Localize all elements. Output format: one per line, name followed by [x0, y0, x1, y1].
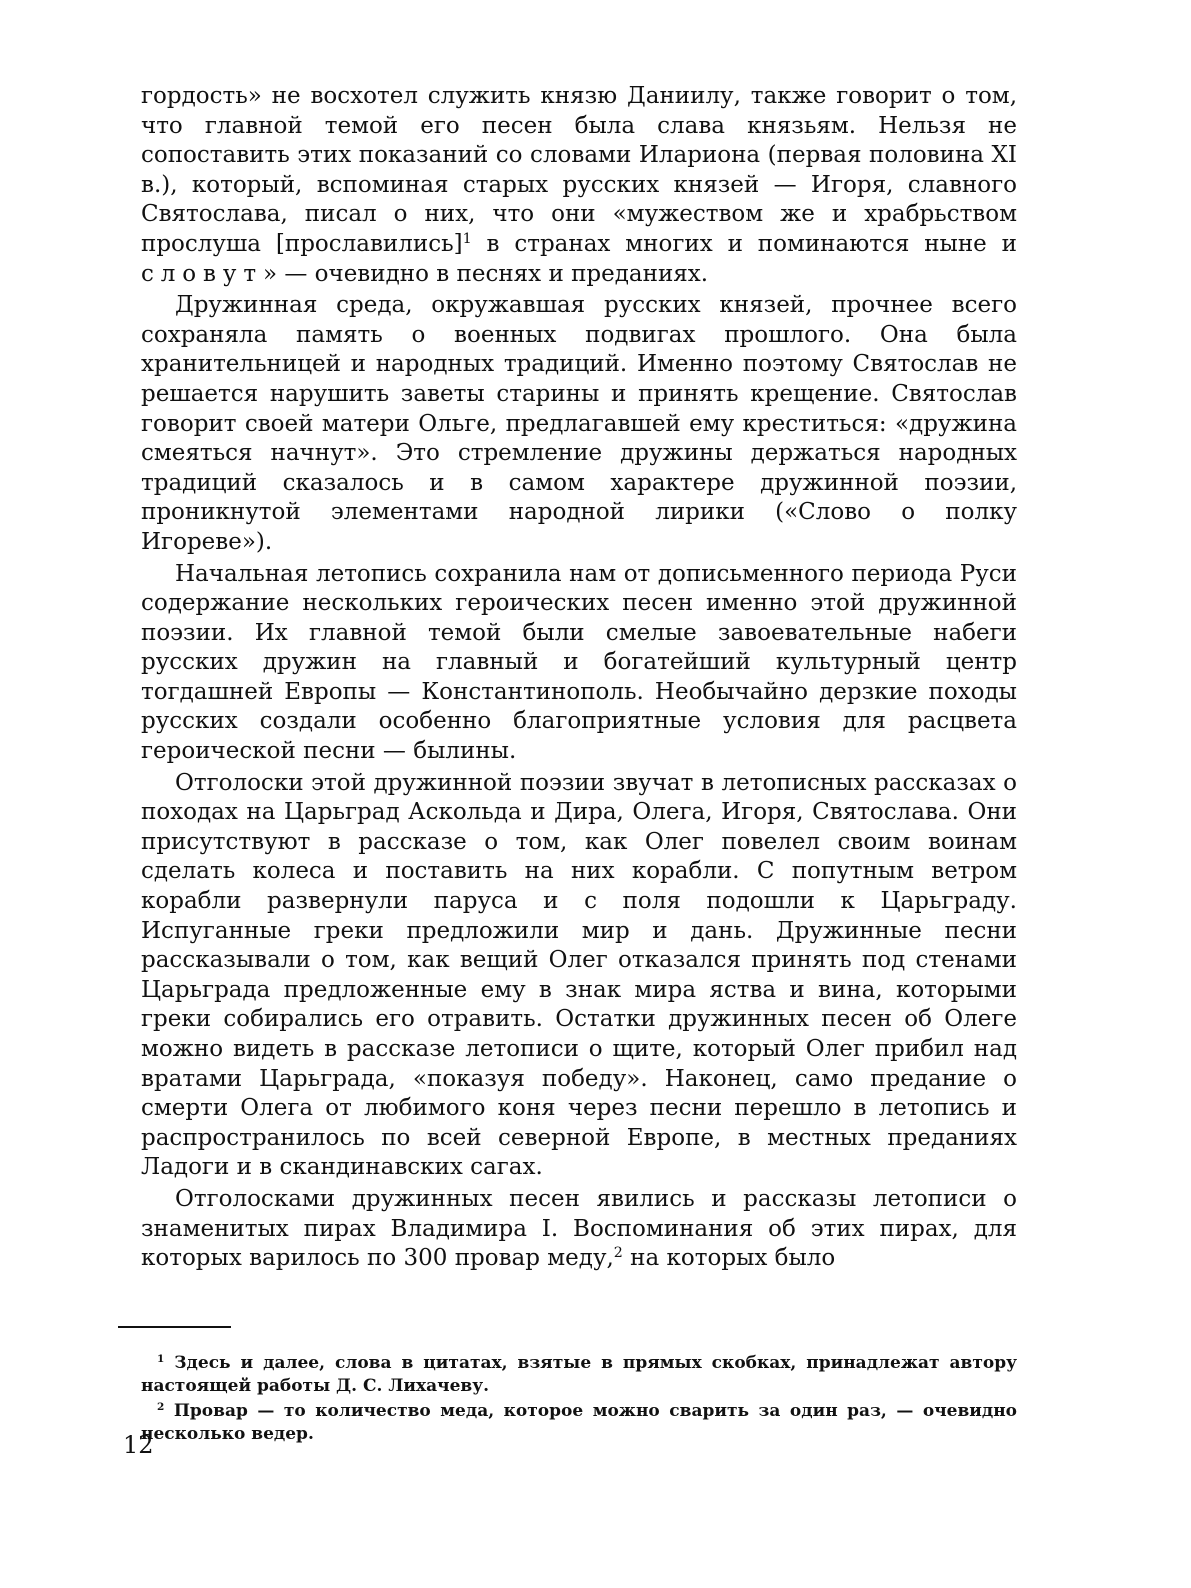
paragraph-1-text-cont: в странах многих и поминаются ныне и: [471, 230, 1017, 257]
paragraph-1-text-end: » — очевидно в песнях и преданиях.: [262, 260, 709, 287]
footnote-2-text: Провар — то количество меда, которое можно сварить за один раз, — очевидно несколько ведер.: [141, 1401, 1017, 1444]
footnotes: [141, 1352, 1017, 1446]
footnote-divider: [118, 1326, 231, 1328]
page-number: 12: [123, 1431, 154, 1459]
spaced-word: словут: [141, 260, 263, 287]
paragraph-3: Начальная летопись сохранила нам от дописьменного периода Руси содержание нескольких героических песен именно этой дружинной поэзии. Их главной темой были смелые завоевательные набеги русских дружин на главный и богатейший культурный центр тогдашней Европы — Константинополь. Необычайно дерзкие походы русских создали особенно благоприятные условия для расцвета героической песни — былины.: [141, 560, 1017, 765]
footnote-1: [141, 1352, 1017, 1398]
footnote-1-text: Здесь и далее, слова в цитатах, взятые в прямых скобках, принадлежат автору настоящей работы Д. С. Лихачеву.: [141, 1353, 1017, 1396]
footnote-ref-2: 2: [613, 1245, 623, 1262]
paragraph-5-text: Отголосками дружинных песен явились и рассказы летописи о знаменитых пирах Владимира I. Воспоминания об этих пирах, для которых варилось по 300 провар меду,: [141, 1185, 1017, 1272]
body-text: [141, 82, 1017, 1274]
paragraph-1-text: гордость» не восхотел служить князю Даниилу, также говорит о том, что главной темой его песен была слава князьям. Нельзя не сопоставить этих показаний со словами Илариона (первая половина XI в.), который, вспоминая старых русских князей — Игоря, славного Святослава, писал о них, что они «мужеством же и храбрьством прослуша [прославились]: [141, 83, 1017, 257]
paragraph-5-text-end: на которых было: [622, 1245, 836, 1272]
footnote-2: [141, 1400, 1017, 1446]
paragraph-4: Отголоски этой дружинной поэзии звучат в летописных рассказах о походах на Царьград Аскольда и Дира, Олега, Игоря, Святослава. Они присутствуют в рассказе о том, как Олег повелел своим воинам сделать колеса и поставить на них корабли. С попутным ветром корабли развернули паруса и с поля подошли к Царьграду. Испуганные греки предложили мир и дань. Дружинные песни рассказывали о том, как вещий Олег отказался принять под стенами Царьграда предложенные ему в знак мира яства и вина, которыми греки собирались его отравить. Остатки дружинных песен об Олеге можно видеть в рассказе летописи о щите, который Олег прибил над вратами Царьграда, «показуя победу». Наконец, само предание о смерти Олега от любимого коня через песни перешло в летопись и распространилось по всей северной Европе, в местных преданиях Ладоги и в скандинавских сагах.: [141, 769, 1017, 1181]
footnote-2-marker: 2: [157, 1401, 165, 1414]
paragraph-2: Дружинная среда, окружавшая русских князей, прочнее всего сохраняла память о военных подвигах прошлого. Она была хранительницей и народных традиций. Именно поэтому Святослав не решается нарушить заветы старины и принять крещение. Святослав говорит своей матери Ольге, предлагавшей ему креститься: «дружина смеяться начнут». Это стремление дружины держаться народных традиций сказалось и в самом характере дружинной поэзии, проникнутой элементами народной лирики («Слово о полку Игореве»).: [141, 292, 1017, 555]
paragraph-5: [141, 1185, 1017, 1274]
paragraph-1: [141, 82, 1017, 289]
footnote-ref-1: 1: [462, 231, 472, 248]
footnote-1-marker: 1: [157, 1353, 165, 1366]
